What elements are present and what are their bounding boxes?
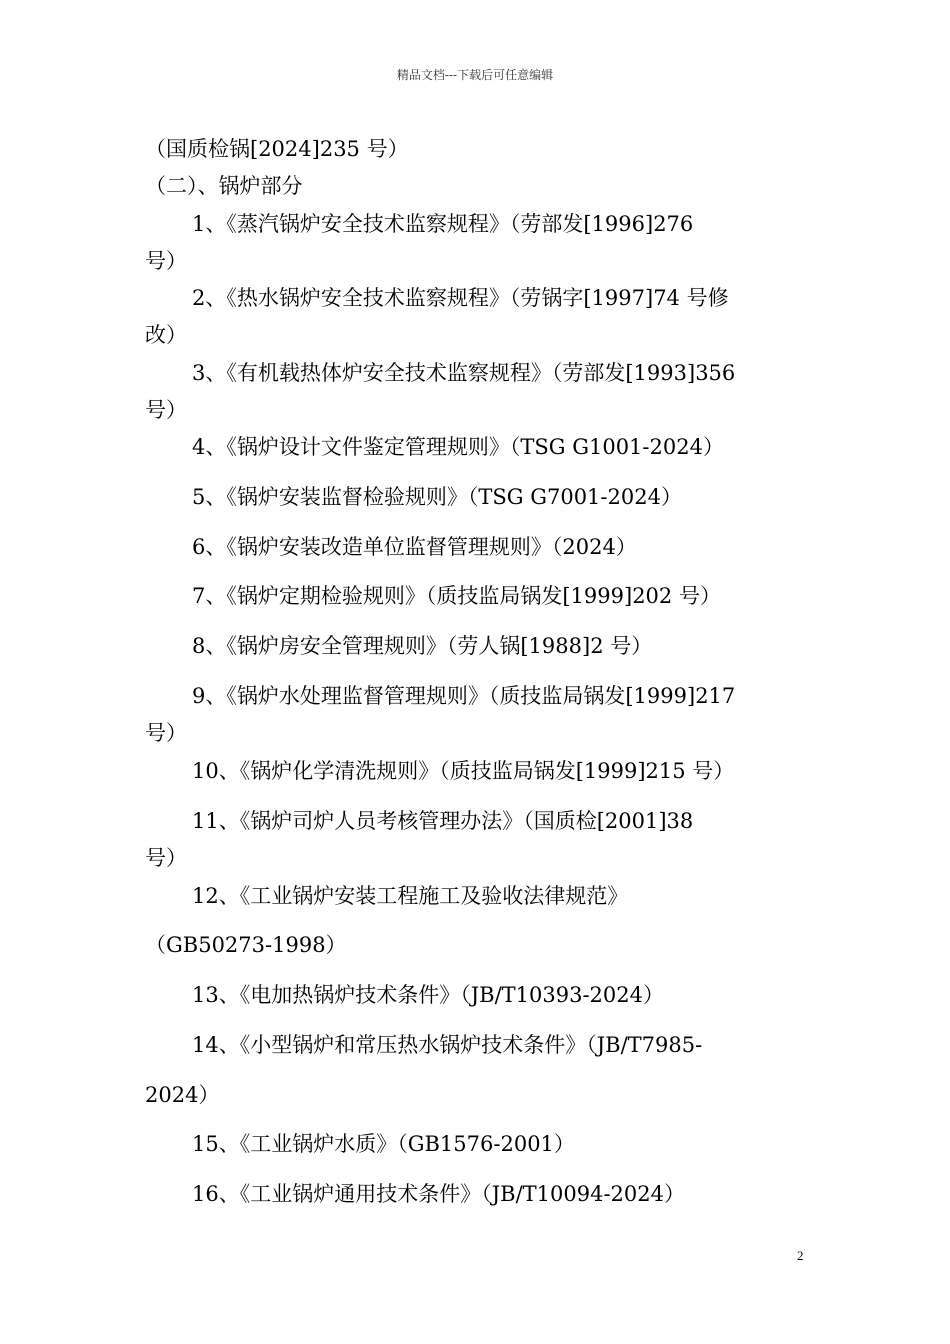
list-item-5: 5、《锅炉安装监督检验规则》（TSG G7001-2024） xyxy=(192,485,682,509)
list-item-8: 8、《锅炉房安全管理规则》（劳人锅[1988]2 号） xyxy=(192,634,653,658)
list-item-7: 7、《锅炉定期检验规则》（质技监局锅发[1999]202 号） xyxy=(192,584,721,608)
list-item-14: 14、《小型锅炉和常压热水锅炉技术条件》（JB/T7985- xyxy=(192,1033,703,1057)
list-item-1-continuation: 号） xyxy=(145,249,187,273)
list-item-13: 13、《电加热锅炉技术条件》（JB/T10393-2024） xyxy=(192,983,664,1007)
list-item-2: 2、《热水锅炉安全技术监察规程》（劳锅字[1997]74 号修 xyxy=(192,286,729,310)
list-item-3: 3、《有机载热体炉安全技术监察规程》（劳部发[1993]356 xyxy=(192,361,736,385)
list-item-16: 16、《工业锅炉通用技术条件》（JB/T10094-2024） xyxy=(192,1182,685,1206)
list-item-6: 6、《锅炉安装改造单位监督管理规则》（2024） xyxy=(192,535,637,559)
list-item-12-text: 12、《工业锅炉安装工程施工及验收法律规范》 xyxy=(192,884,629,908)
list-item-11: 11、《锅炉司炉人员考核管理办法》（国质检[2001]38 xyxy=(192,809,694,833)
list-item-12-continuation: （GB50273-1998） xyxy=(145,933,347,957)
list-item-4: 4、《锅炉设计文件鉴定管理规则》（TSG G1001-2024） xyxy=(192,435,724,459)
list-item-12 xyxy=(192,882,804,910)
document-reference: （国质检锅[2024]235 号） xyxy=(145,137,409,161)
page-number: 2 xyxy=(797,1248,804,1263)
list-item-9-continuation: 号） xyxy=(145,721,187,745)
list-item-11-continuation: 号） xyxy=(145,846,187,870)
list-item-10: 10、《锅炉化学清洗规则》（质技监局锅发[1999]215 号） xyxy=(192,759,735,783)
section-heading: （二）、锅炉部分 xyxy=(145,174,303,198)
list-item-15: 15、《工业锅炉水质》（GB1576-2001） xyxy=(192,1132,575,1156)
list-item-2-continuation: 改） xyxy=(145,323,187,347)
list-item-14-continuation: 2024） xyxy=(145,1083,220,1107)
list-item-3-continuation: 号） xyxy=(145,398,187,422)
list-item-9: 9、《锅炉水处理监督管理规则》（质技监局锅发[1999]217 xyxy=(192,684,736,708)
list-item-1: 1、《蒸汽锅炉安全技术监察规程》（劳部发[1996]276 xyxy=(192,212,694,236)
page-header: 精品文档---下载后可任意编辑 xyxy=(396,68,554,82)
